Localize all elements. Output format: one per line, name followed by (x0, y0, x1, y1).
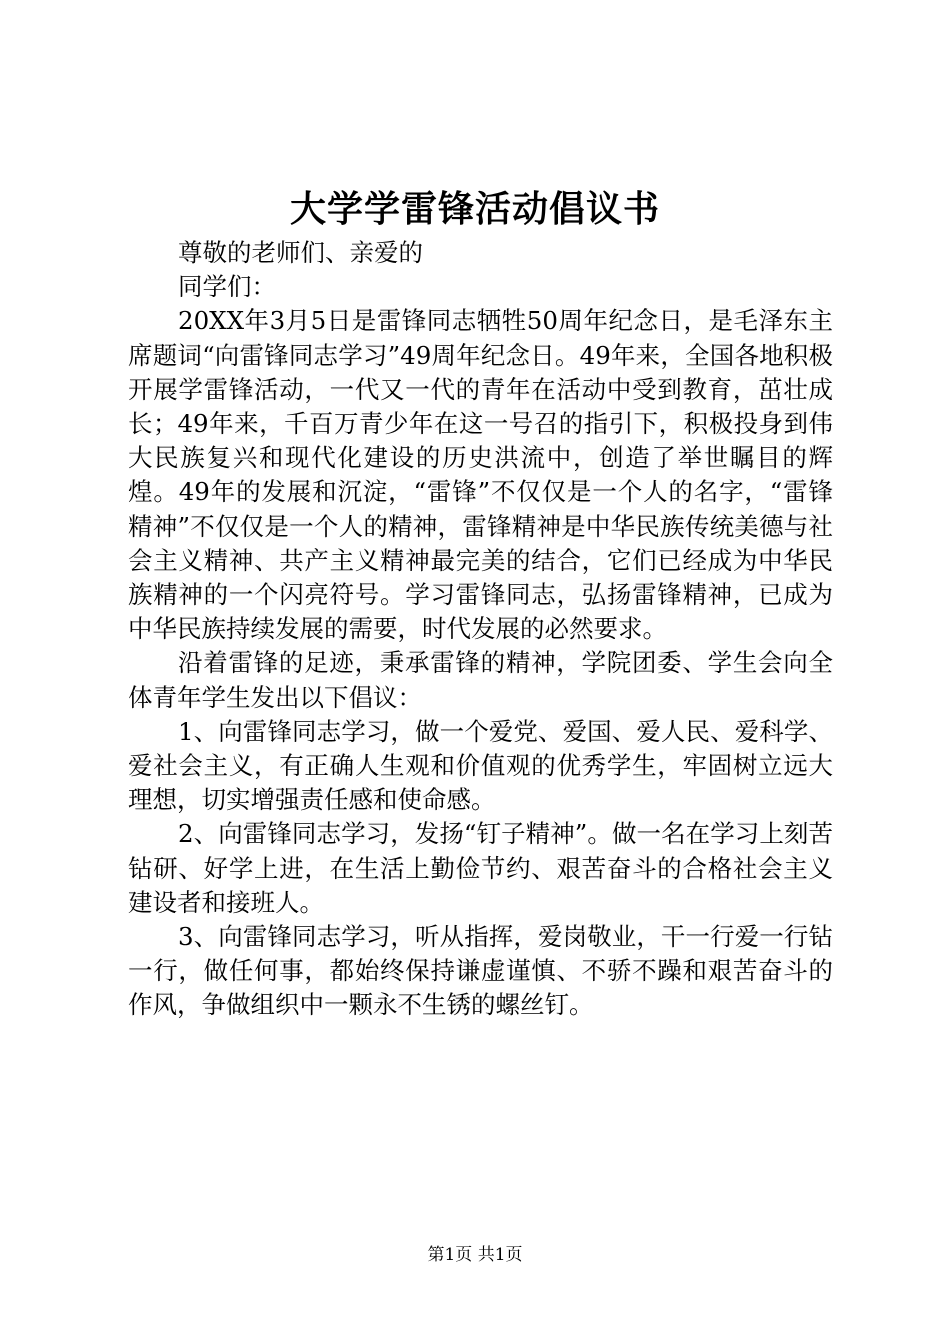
salutation-line-1: 尊敬的老师们、亲爱的 (178, 238, 423, 267)
salutation-line-2: 同学们： (178, 272, 276, 302)
document-body (128, 236, 833, 1023)
paragraph-proposal-2: 2、向雷锋同志学习，发扬“钉子精神”。做一名在学习上刻苦钻研、好学上进，在生活上勤俭节约、艰苦奋斗的合格社会主义建设者和接班人。 (128, 819, 833, 917)
document-title: 大学学雷锋活动倡议书 (289, 188, 660, 230)
page-footer: 第1页 共1页 (427, 1245, 523, 1265)
paragraph-proposal-lead: 沿着雷锋的足迹，秉承雷锋的精神，学院团委、学生会向全体青年学生发出以下倡议： (128, 648, 833, 712)
paragraph-proposal-3: 3、向雷锋同志学习，听从指挥，爱岗敬业，干一行爱一行钻一行，做任何事，都始终保持谦虚谨慎、不骄不躁和艰苦奋斗的作风，争做组织中一颗永不生锈的螺丝钉。 (128, 922, 833, 1020)
paragraph-proposal-1: 1、向雷锋同志学习，做一个爱党、爱国、爱人民、爱科学、爱社会主义，有正确人生观和价值观的优秀学生，牢固树立远大理想，切实增强责任感和使命感。 (128, 716, 833, 815)
paragraph-intro: 20XX年3月5日是雷锋同志牺牲50周年纪念日，是毛泽东主席题词“向雷锋同志学习”49周年纪念日。49年来，全国各地积极开展学雷锋活动，一代又一代的青年在活动中受到教育，茁壮成长；49年来，千百万青少年在这一号召的指引下，积极投身到伟大民族复兴和现代化建设的历史洪流中，创造了举世瞩目的辉煌。49年的发展和沉淀，“雷锋”不仅仅是一个人的名字，“雷锋精神”不仅仅是一个人的精神，雷锋精神是中华民族传统美德与社会主义精神、共产主义精神最完美的结合，它们已经成为中华民族精神的一个闪亮符号。学习雷锋同志，弘扬雷锋精神，已成为中华民族持续发展的需要，时代发展的必然要求。 (128, 306, 833, 644)
